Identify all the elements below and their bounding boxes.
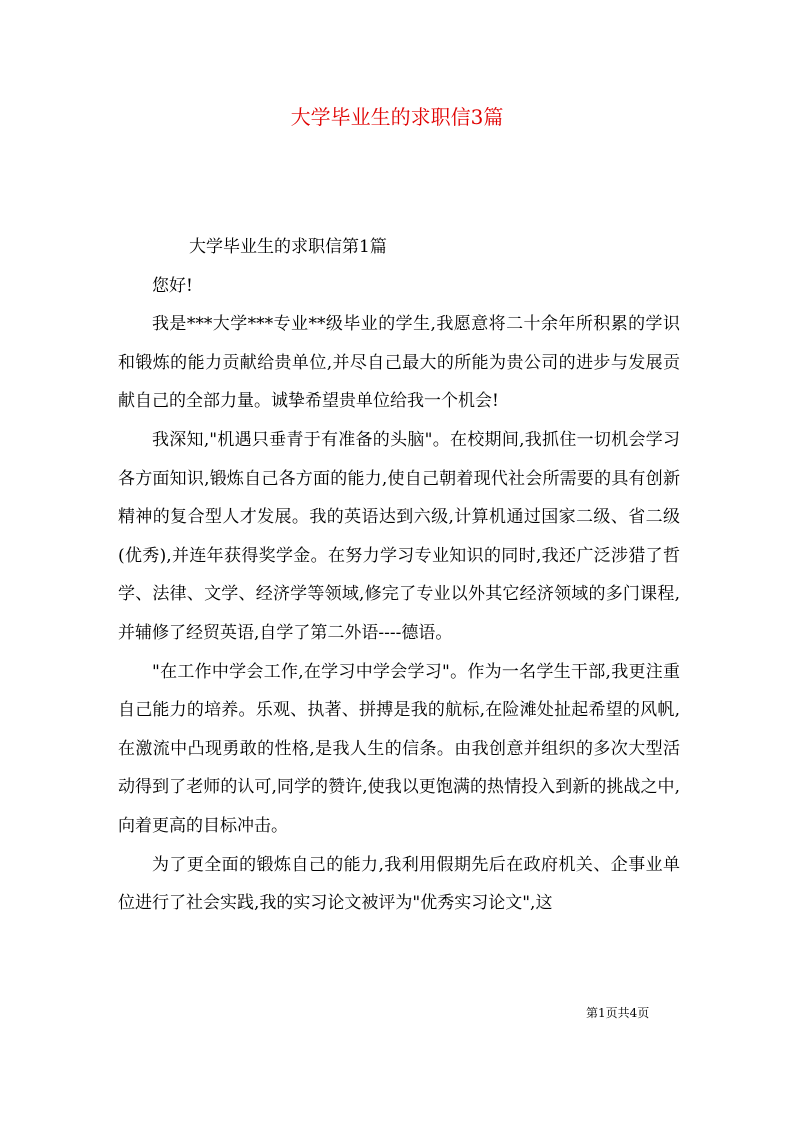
- introduction-paragraph: 我是***大学***专业**级毕业的学生,我愿意将二十余年所积累的学识和锻炼的能力贡献给贵单位,并尽自己最大的所能为贵公司的进步与发展贡献自己的全部力量。诚挚希望贵单位给我一个机会!: [118, 314, 680, 412]
- page-number-indicator: 第1页共4页: [586, 1006, 650, 1020]
- education-paragraph: 我深知,"机遇只垂青于有准备的头脑"。在校期间,我抓住一切机会学习各方面知识,锻炼自己各方面的能力,使自己朝着现代社会所需要的具有创新精神的复合型人才发展。我的英语达到六级,计算机通过国家二级、省二级(优秀),并连年获得奖学金。在努力学习专业知识的同时,我还广泛涉猎了哲学、法律、文学、经济学等领域,修完了专业以外其它经济领域的多门课程,并辅修了经贸英语,自学了第二外语----德语。: [118, 429, 680, 643]
- document-title: 大学毕业生的求职信3篇: [290, 105, 504, 129]
- greeting-paragraph: 您好!: [152, 275, 193, 296]
- section-heading: 大学毕业生的求职信第1篇: [189, 237, 387, 257]
- practice-paragraph: 为了更全面的锻炼自己的能力,我利用假期先后在政府机关、企事业单位进行了社会实践,我的实习论文被评为"优秀实习论文",这: [118, 854, 680, 914]
- document-body: [118, 228, 680, 923]
- leadership-paragraph: "在工作中学会工作,在学习中学会学习"。作为一名学生干部,我更注重自己能力的培养。乐观、执著、拼搏是我的航标,在险滩处扯起希望的风帆,在激流中凸现勇敢的性格,是我人生的信条。由我创意并组织的多次大型活动得到了老师的认可,同学的赞许,使我以更饱满的热情投入到新的挑战之中,向着更高的目标冲击。: [118, 661, 680, 836]
